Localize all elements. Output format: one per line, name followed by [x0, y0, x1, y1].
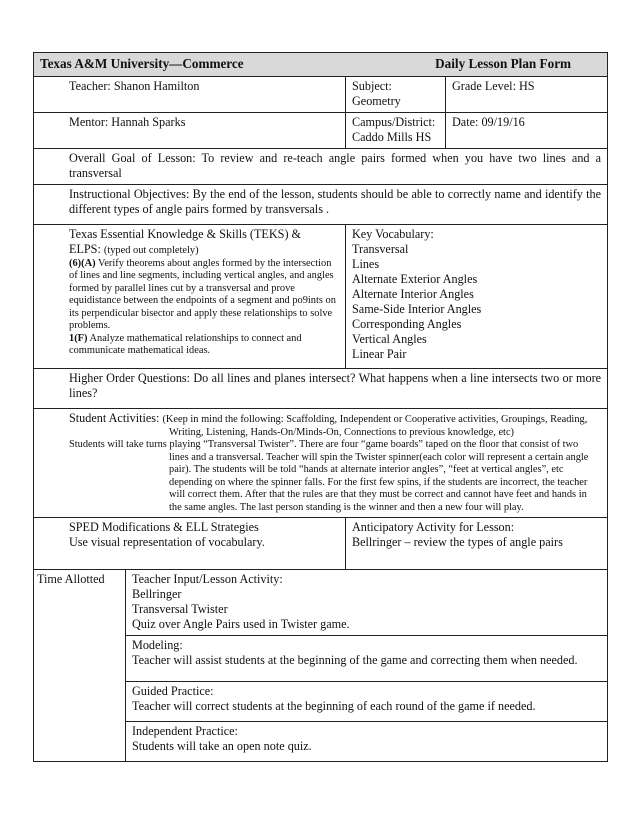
- form-header-row: [34, 53, 608, 77]
- sped-title: SPED Modifications & ELL Strategies: [69, 520, 259, 534]
- info-row-1: [34, 77, 608, 113]
- activities-desc-1: Students will take turns playing “Transversal Twister”. There are four “game boards” taped on the floor that consist of two: [69, 439, 579, 450]
- lesson-plan-form: [33, 52, 608, 762]
- vocab-item: Vertical Angles: [352, 332, 427, 346]
- vocab-item: Alternate Interior Angles: [352, 287, 474, 301]
- form-header: [34, 53, 608, 77]
- higher-order-questions: Higher Order Questions: Do all lines and planes intersect? What happens when a line intersects two or more lines?: [34, 369, 608, 409]
- anticipatory-cell: [346, 518, 608, 570]
- teacher-cell: Teacher: Shanon Hamilton: [34, 77, 346, 113]
- teks-row: [34, 225, 608, 369]
- teks-item-1-code: (6)(A): [69, 257, 96, 269]
- teks-item-1-text: Verify theorems about angles formed by the intersection of lines and line segments, including vertical angles, and angles formed by parallel lines cut by a transversal and prove equidistance between the endpoints of a segment and po9ints on its perpendicular bisector and apply these relationships to solve problems.: [69, 257, 336, 331]
- teacher-input-item: Bellringer: [132, 587, 182, 601]
- independent-title: Independent Practice:: [132, 724, 238, 738]
- teks-item-2: [69, 333, 339, 358]
- teks-item-2-text: Analyze mathematical relationships to connect and communicate mathematical ideas.: [69, 332, 302, 356]
- date-cell: Date: 09/19/16: [446, 113, 608, 149]
- teks-cell: [34, 225, 346, 369]
- elps-label: ELPS:: [69, 242, 101, 256]
- teacher-input-item: Transversal Twister: [132, 602, 228, 616]
- objectives-row: [34, 185, 608, 225]
- form-title: Daily Lesson Plan Form: [435, 56, 572, 71]
- guided-title: Guided Practice:: [132, 684, 214, 698]
- grade-cell: Grade Level: HS: [446, 77, 608, 113]
- guided-cell: [126, 682, 608, 722]
- vocab-item: Corresponding Angles: [352, 317, 462, 331]
- instructional-objectives: Instructional Objectives: By the end of the lesson, students should be able to correctly name and identify the different types of angle pairs formed by transversals .: [34, 185, 608, 225]
- info-row-2: [34, 113, 608, 149]
- sped-text: Use visual representation of vocabulary.: [69, 535, 265, 549]
- activities-header: [69, 411, 601, 427]
- vocab-item: Alternate Exterior Angles: [352, 272, 478, 286]
- teacher-input-item: Quiz over Angle Pairs used in Twister game.: [132, 617, 350, 631]
- vocabulary-title: Key Vocabulary:: [352, 227, 434, 241]
- independent-cell: [126, 722, 608, 762]
- activities-desc-2: lines and a transversal. Teacher will spin the Twister spinner(each color will represent a certain angle pair). The students will be told “hands at alternate interior angles”, “feet at vertical angles”, etc depending on where the spinner falls. For the first few spins, if the students are incorrect, the teacher will correct them. After that the rules are that they must be correct and cannot have feet and hands in the same angles. The last person standing is the winner and then a new four will play.: [169, 451, 589, 513]
- student-activities: [34, 409, 608, 518]
- activities-label: Student Activities:: [69, 411, 160, 425]
- vocab-item: Same-Side Interior Angles: [352, 302, 482, 316]
- campus-cell: Campus/District: Caddo Mills HS: [346, 113, 446, 149]
- teacher-input-cell: [126, 570, 608, 636]
- anticipatory-title: Anticipatory Activity for Lesson:: [352, 520, 515, 534]
- anticipatory-text: Bellringer – review the types of angle pairs: [352, 535, 563, 549]
- modeling-title: Modeling:: [132, 638, 183, 652]
- teks-title: Texas Essential Knowledge & Skills (TEKS) &: [69, 227, 302, 241]
- teks-item-2-code: 1(F): [69, 332, 88, 344]
- vocabulary-cell: [346, 225, 608, 369]
- teks-item-1: [69, 258, 339, 333]
- goal-row: [34, 149, 608, 185]
- vocab-item: Lines: [352, 257, 380, 271]
- guided-text: Teacher will correct students at the beginning of each round of the game if needed.: [132, 699, 536, 713]
- modeling-text: Teacher will assist students at the beginning of the game and correcting them when needed.: [132, 653, 578, 667]
- teacher-input-row: [34, 570, 608, 636]
- sped-row: [34, 518, 608, 570]
- university-name: Texas A&M University—Commerce: [40, 56, 244, 71]
- overall-goal: Overall Goal of Lesson: To review and re-teach angle pairs formed when you have two lines and a transversal: [34, 149, 608, 185]
- independent-text: Students will take an open note quiz.: [132, 739, 312, 753]
- sped-cell: [34, 518, 346, 570]
- vocab-item: Linear Pair: [352, 347, 407, 361]
- subject-cell: Subject: Geometry: [346, 77, 446, 113]
- activities-note-2: Writing, Listening, Hands-On/Minds-On, Connections to previous knowledge, etc): [169, 426, 515, 438]
- modeling-cell: [126, 636, 608, 682]
- activities-row: [34, 409, 608, 518]
- vocab-item: Transversal: [352, 242, 409, 256]
- activities-note-1: (Keep in mind the following: Scaffolding, Independent or Cooperative activities, Groupings, Reading,: [162, 414, 588, 425]
- teacher-input-title: Teacher Input/Lesson Activity:: [132, 572, 283, 586]
- time-allotted-cell: Time Allotted: [34, 570, 126, 762]
- typed-note: (typed out completely): [103, 245, 199, 256]
- mentor-cell: Mentor: Hannah Sparks: [34, 113, 346, 149]
- hoq-row: [34, 369, 608, 409]
